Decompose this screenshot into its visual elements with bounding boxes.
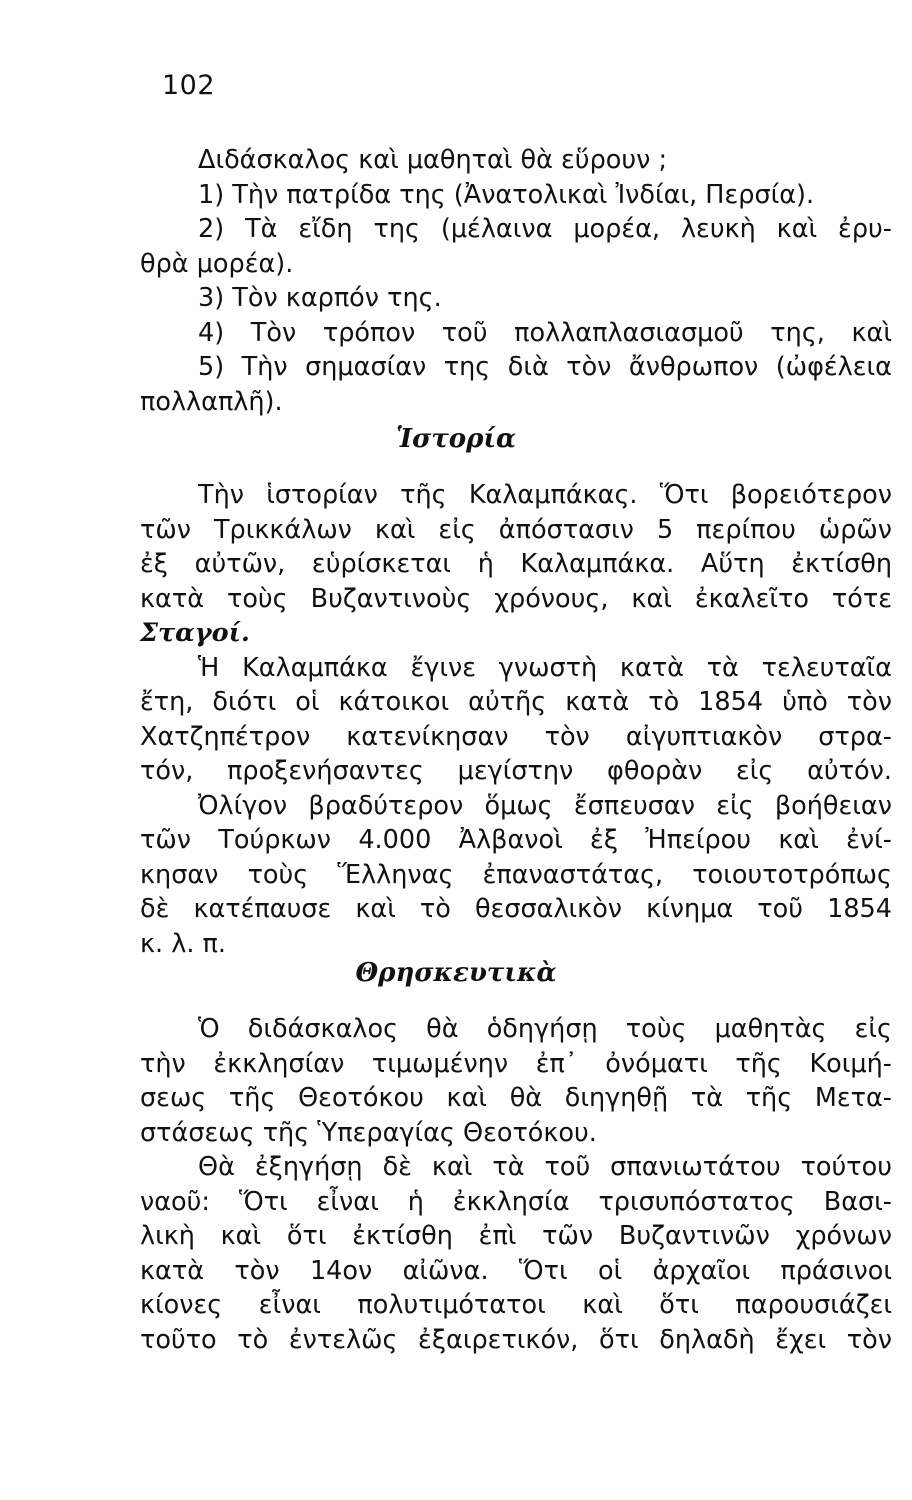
religious-paragraph-line: κίονες εἶναι πολυτιμότατοι καὶ ὅτι παρουσιάζει: [140, 1290, 892, 1320]
list-item-homeland: 1) Τὴν πατρίδα της (Ἀνατολικαὶ Ἰνδίαι, Περσία).: [198, 179, 815, 210]
list-item-significance-cont: πολλαπλῆ).: [140, 386, 283, 417]
religious-paragraph-line: Θὰ ἐξηγήσῃ δὲ καὶ τὰ τοῦ σπανιωτάτου τούτου: [198, 1152, 892, 1182]
religious-paragraph-line: στάσεως τῆς Ὑπεραγίας Θεοτόκου.: [140, 1117, 597, 1148]
history-paragraph-line: Τὴν ἱστορίαν τῆς Καλαμπάκας. Ὅτι βορειότερον: [198, 480, 892, 510]
list-item-significance: 5) Τὴν σημασίαν της διὰ τὸν ἄνθρωπον (ὠφέλεια: [198, 352, 892, 382]
history-paragraph-line: δὲ κατέπαυσε καὶ τὸ θεσσαλικὸν κίνημα τοῦ 1854: [140, 894, 892, 924]
history-place-name: Σταγοί.: [140, 618, 250, 648]
list-item-species: 2) Τὰ εἴδη της (μέλαινα μορέα, λευκὴ καὶ ἐρυ-: [198, 214, 892, 244]
history-paragraph-line: ἐξ αὐτῶν, εὑρίσκεται ἡ Καλαμπάκα. Αὕτη ἐκτίσθη: [140, 549, 892, 579]
religious-paragraph-line: τὴν ἐκκλησίαν τιμωμένην ἐπ᾽ ὀνόματι τῆς Κοιμή-: [140, 1048, 892, 1079]
religious-heading: Θρησκευτικὰ: [355, 958, 557, 988]
history-paragraph-line: κησαν τοὺς Ἕλληνας ἐπαναστάτας, τοιουτοτρόπως: [140, 859, 892, 890]
intro-line: Διδάσκαλος καὶ μαθηταὶ θὰ εὕρουν ;: [198, 145, 668, 175]
religious-paragraph-line: τοῦτο τὸ ἐντελῶς ἐξαιρετικόν, ὅτι δηλαδὴ ἔχει τὸν: [140, 1324, 892, 1355]
religious-paragraph-line: λικὴ καὶ ὅτι ἐκτίσθη ἐπὶ τῶν Βυζαντινῶν χρόνων: [140, 1221, 892, 1251]
history-section: [140, 478, 892, 961]
religious-section: [140, 1012, 892, 1357]
page-number: 102: [162, 70, 216, 101]
list-item-propagation: 4) Τὸν τρόπον τοῦ πολλαπλασιασμοῦ της, καὶ: [198, 317, 892, 348]
list-item-fruit: 3) Τὸν καρπόν της.: [198, 283, 442, 313]
history-paragraph-line: Χατζηπέτρον κατενίκησαν τὸν αἰγυπτιακὸν στρα-: [140, 721, 892, 752]
history-heading: Ἱστορία: [396, 424, 516, 454]
religious-paragraph-line: Ὁ διδάσκαλος θὰ ὁδηγήσῃ τοὺς μαθητὰς εἰς: [198, 1014, 892, 1044]
list-item-species-cont: θρὰ μορέα).: [140, 248, 294, 279]
history-paragraph-line: κατὰ τοὺς Βυζαντινοὺς χρόνους, καὶ ἐκαλεῖτο τότε: [140, 583, 892, 614]
history-paragraph-line: ἔτη, διότι οἱ κάτοικοι αὐτῆς κατὰ τὸ 1854 ὑπὸ τὸν: [140, 687, 892, 717]
religious-paragraph-line: ναοῦ: Ὅτι εἶναι ἡ ἐκκλησία τρισυπόστατος Βασι-: [140, 1186, 892, 1217]
intro-section: [140, 143, 892, 419]
history-paragraph-line: Ὀλίγον βραδύτερον ὅμως ἔσπευσαν εἰς βοήθειαν: [198, 790, 892, 821]
history-paragraph-line: κ. λ. π.: [140, 928, 227, 959]
religious-paragraph-line: κατὰ τὸν 14ον αἰῶνα. Ὅτι οἱ ἀρχαῖοι πράσινοι: [140, 1255, 892, 1286]
history-paragraph-line: τῶν Τούρκων 4.000 Ἀλβανοὶ ἐξ Ἠπείρου καὶ ἐνί-: [140, 825, 892, 855]
religious-paragraph-line: σεως τῆς Θεοτόκου καὶ θὰ διηγηθῇ τὰ τῆς Μετα-: [140, 1083, 892, 1113]
history-paragraph-line: τόν, προξενήσαντες μεγίστην φθορὰν εἰς αὐτόν.: [140, 756, 892, 786]
history-paragraph-line: τῶν Τρικκάλων καὶ εἰς ἀπόστασιν 5 περίπου ὡρῶν: [140, 514, 892, 545]
history-paragraph-line: Ἡ Καλαμπάκα ἔγινε γνωστὴ κατὰ τὰ τελευταῖα: [198, 652, 892, 683]
